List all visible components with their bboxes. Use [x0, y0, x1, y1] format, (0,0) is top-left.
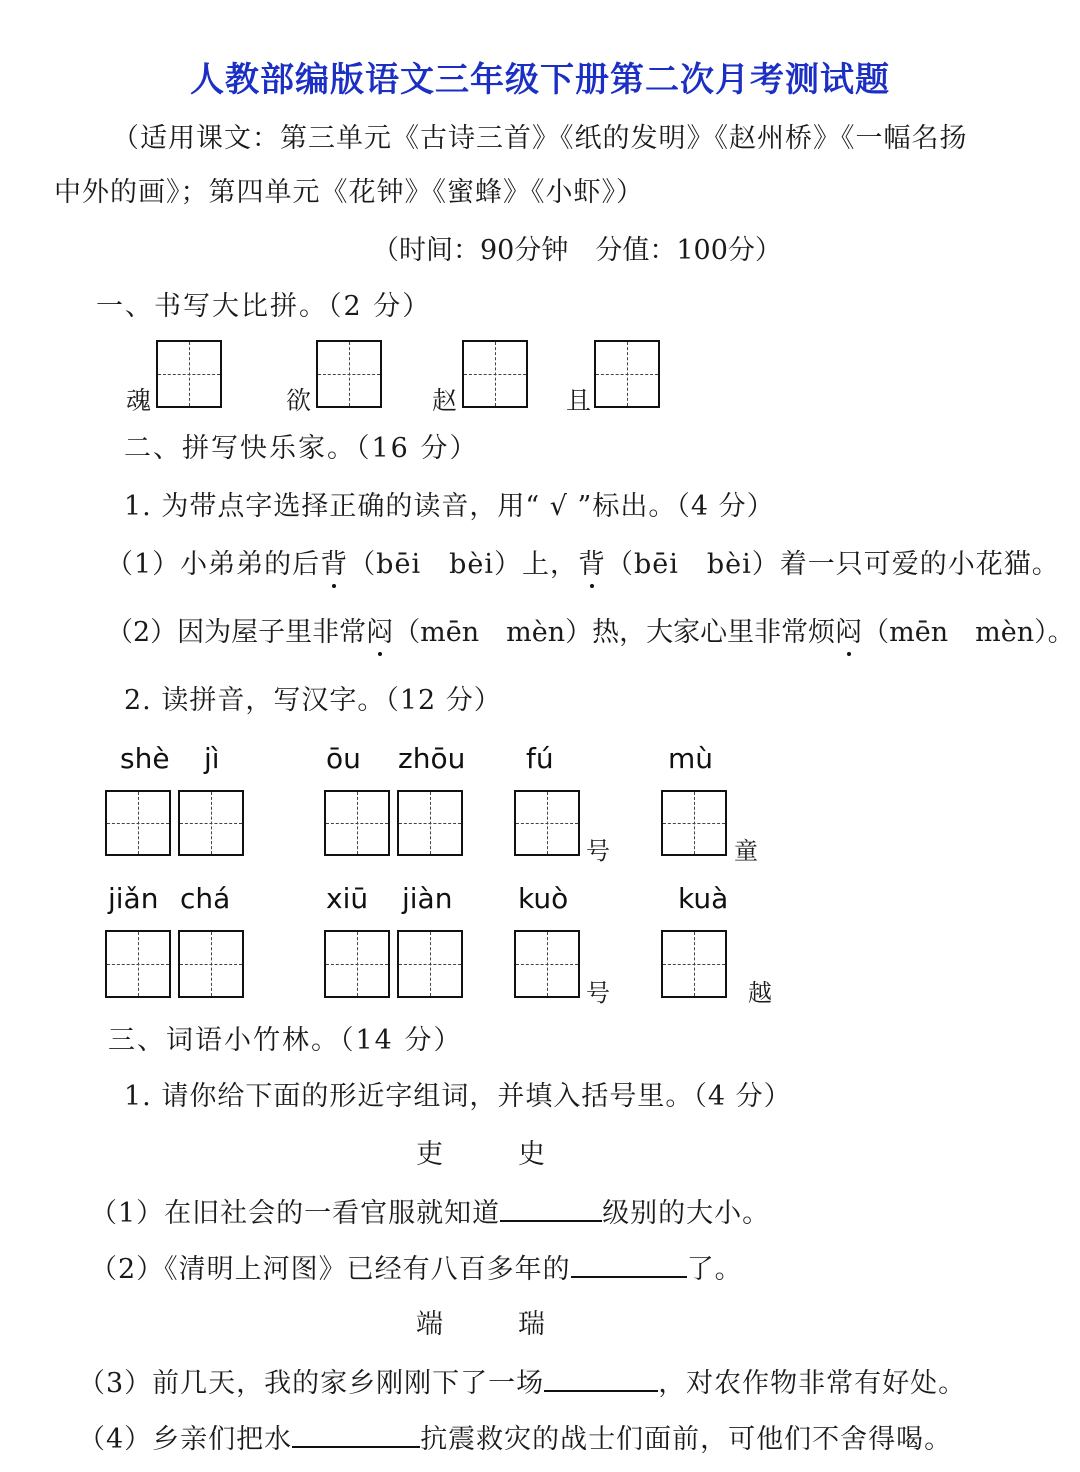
reading-item-1: （1）小弟弟的后背（bēi bèi）上，背（bēi bèi）着一只可爱的小花猫。 [106, 549, 1060, 580]
char-pair-option: 端 [416, 1309, 443, 1340]
intro-line-2: 中外的画》；第四单元《花钟》《蜜蜂》《小虾》） [54, 177, 644, 208]
writing-grid[interactable] [316, 340, 382, 408]
pinyin-label: zhōu [398, 742, 466, 775]
char-pair-option: 吏 [416, 1139, 443, 1170]
pinyin-label: ōu [326, 742, 361, 775]
suffix-char: 号 [586, 979, 610, 1007]
pinyin-label: kuà [678, 882, 729, 915]
suffix-char: 越 [748, 979, 772, 1007]
question-2-2-heading: 2. 读拼音，写汉字。（12 分） [124, 685, 502, 716]
writing-grid[interactable] [105, 790, 171, 856]
dotted-char: 背 [577, 549, 606, 580]
pinyin-label: shè [120, 742, 170, 775]
dotted-char: 闷 [366, 617, 394, 648]
answer-blank[interactable] [500, 1194, 602, 1222]
answer-blank[interactable] [544, 1364, 658, 1392]
pinyin-label: xiū [326, 882, 369, 915]
page-title: 人教部编版语文三年级下册第二次月考测试题 [190, 60, 890, 100]
char-label: 赵 [432, 386, 458, 415]
writing-grid[interactable] [661, 790, 727, 856]
suffix-char: 童 [734, 837, 758, 865]
time-info: （时间：90分钟 分值：100分） [372, 235, 782, 266]
writing-grid[interactable] [105, 930, 171, 998]
pinyin-label: fú [526, 742, 554, 775]
writing-grid[interactable] [594, 340, 660, 408]
char-label: 魂 [126, 386, 152, 415]
pinyin-label: jì [204, 742, 220, 775]
char-pair-option: 史 [518, 1139, 545, 1170]
writing-grid[interactable] [324, 930, 390, 998]
intro-line-1: （适用课文：第三单元《古诗三首》《纸的发明》《赵州桥》《一幅名扬 [112, 123, 968, 154]
answer-blank[interactable] [292, 1420, 420, 1448]
fill-item-3: （3）前几天，我的家乡刚刚下了一场 ，对农作物非常有好处。 [78, 1364, 966, 1401]
fill-item-1: （1）在旧社会的一看官服就知道 级别的大小。 [90, 1194, 770, 1231]
char-label: 且 [566, 386, 592, 415]
char-pair-option: 瑞 [518, 1309, 545, 1340]
question-2-1-heading: 1. 为带点字选择正确的读音，用“ √ ”标出。（4 分） [124, 491, 775, 522]
writing-grid[interactable] [661, 930, 727, 998]
question-3-1-heading: 1. 请你给下面的形近字组词，并填入括号里。（4 分） [124, 1081, 792, 1112]
pinyin-label: jiàn [402, 882, 453, 915]
writing-grid[interactable] [397, 930, 463, 998]
dotted-char: 闷 [835, 617, 863, 648]
pinyin-label: chá [180, 882, 231, 915]
suffix-char: 号 [586, 837, 610, 865]
writing-grid[interactable] [178, 930, 244, 998]
writing-grid[interactable] [397, 790, 463, 856]
char-label: 欲 [286, 386, 312, 415]
section-2-heading: 二、拼写快乐家。（16 分） [124, 433, 479, 464]
section-3-heading: 三、词语小竹林。（14 分） [108, 1025, 463, 1056]
writing-grid[interactable] [156, 340, 222, 408]
writing-grid[interactable] [514, 930, 580, 998]
answer-blank[interactable] [571, 1250, 687, 1278]
pinyin-label: kuò [518, 882, 569, 915]
reading-item-2: （2）因为屋子里非常闷（mēn mèn）热，大家心里非常烦闷（mēn mèn）。 [106, 617, 1075, 648]
writing-grid[interactable] [324, 790, 390, 856]
pinyin-label: jiǎn [108, 882, 159, 915]
writing-grid[interactable] [514, 790, 580, 856]
section-1-heading: 一、书写大比拼。（2 分） [96, 291, 432, 322]
writing-grid[interactable] [462, 340, 528, 408]
writing-grid[interactable] [178, 790, 244, 856]
dotted-char: 背 [320, 549, 349, 580]
fill-item-4: （4）乡亲们把水 抗震救灾的战士们面前，可他们不舍得喝。 [78, 1420, 952, 1457]
pinyin-label: mù [668, 742, 714, 775]
fill-item-2: （2）《清明上河图》已经有八百多年的 了。 [90, 1250, 743, 1287]
